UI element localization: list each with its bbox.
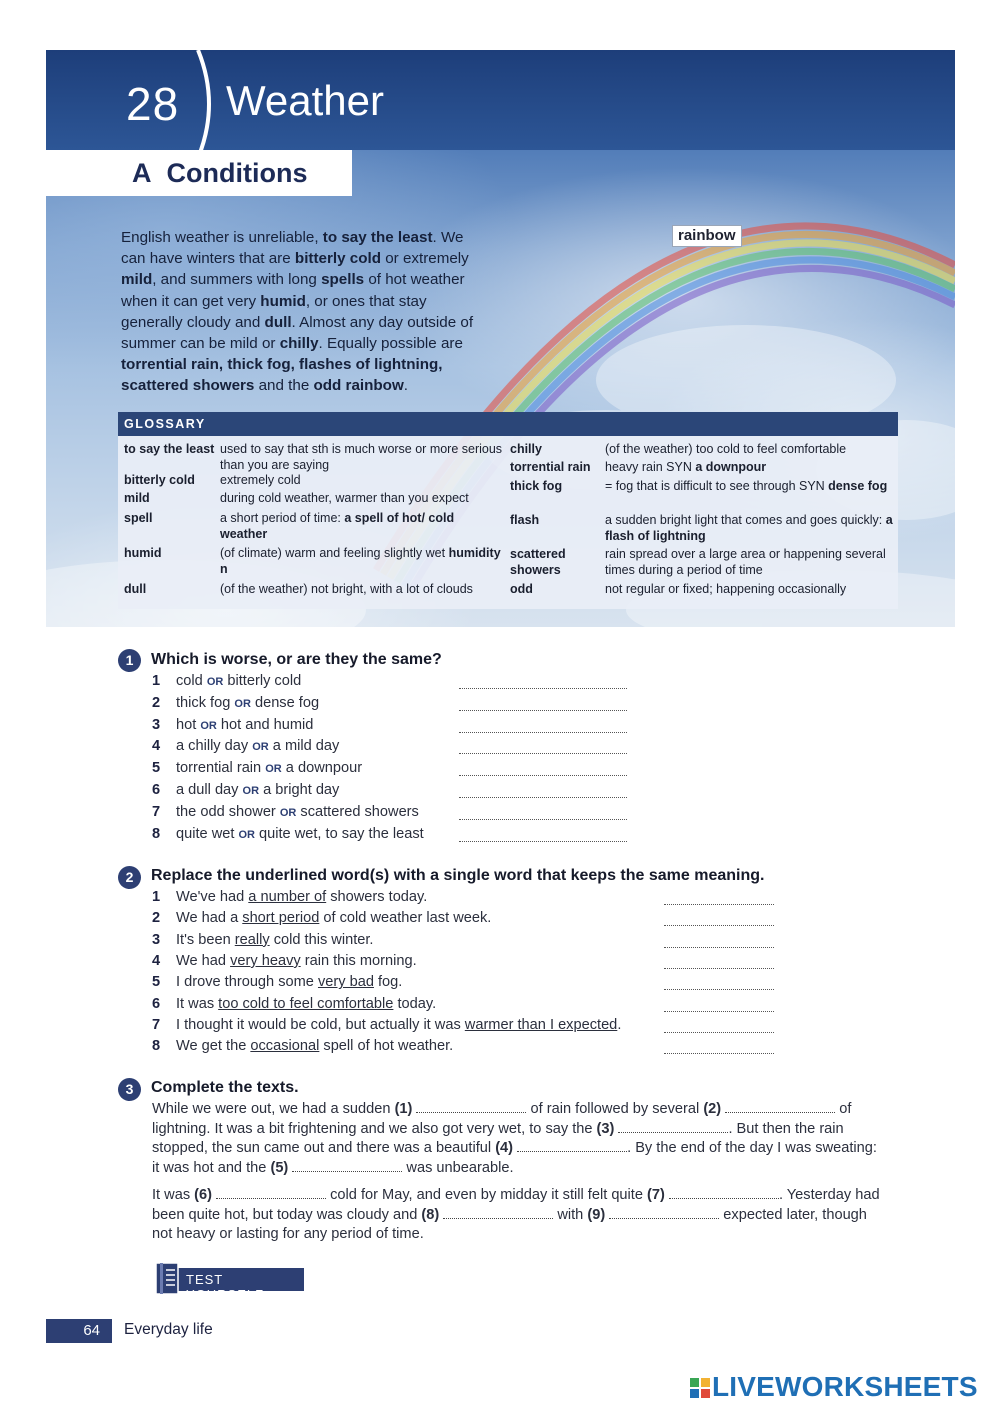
glossary-term: spell — [124, 511, 153, 525]
item-number: 3 — [152, 716, 161, 733]
glossary-definition — [605, 513, 895, 544]
definition-example: humidity n — [220, 546, 501, 576]
option-b: a bright day — [259, 782, 340, 798]
exercise-1-answer-input[interactable] — [459, 775, 627, 776]
option-b: scattered showers — [296, 803, 419, 820]
gap-3-input[interactable] — [618, 1121, 728, 1133]
chapter-bracket — [194, 50, 222, 158]
glossary-term: bitterly cold — [124, 473, 195, 487]
liveworksheets-icon — [690, 1378, 710, 1398]
gap-label: (4) — [495, 1140, 514, 1156]
intro-text-run: English weather is unreliable, — [121, 229, 323, 246]
section-title — [132, 158, 308, 189]
definition-text: heavy rain SYN — [605, 460, 696, 474]
glossary-entry — [124, 442, 504, 473]
item-number: 5 — [152, 760, 161, 777]
definition-text: used to say that sth is much worse or more serious than you are saying — [220, 442, 503, 472]
gap-6-input[interactable] — [216, 1187, 326, 1199]
exercise-1-item — [152, 738, 339, 754]
glossary-entry — [124, 582, 504, 598]
exercise-2-answer-input[interactable] — [664, 968, 774, 969]
test-yourself-button[interactable] — [152, 1262, 304, 1302]
definition-text: rain spread over a large area or happening several times during a period of time — [605, 547, 886, 577]
exercise-2-answer-input[interactable] — [664, 925, 774, 926]
exercise-2-answer-input[interactable] — [664, 1011, 774, 1012]
text: not heavy or lasting for any period of time. — [152, 1226, 424, 1242]
intro-text-run: . Equally possible are — [318, 335, 463, 353]
sentence-end: cold this winter. — [269, 931, 374, 948]
section-letter: A — [132, 158, 152, 188]
option-b: dense fog — [250, 694, 320, 711]
gap-8-input[interactable] — [443, 1207, 553, 1219]
glossary-term: dull — [124, 582, 147, 596]
glossary-term: thick fog — [510, 479, 563, 493]
item-number: 1 — [152, 889, 161, 905]
gap-label: (7) — [647, 1187, 665, 1203]
underlined-phrase: warmer than I expected — [464, 1016, 618, 1033]
item-number: 8 — [152, 825, 161, 842]
glossary-definition — [605, 442, 895, 458]
item-number: 7 — [152, 1016, 161, 1033]
intro-keyword: chilly — [279, 335, 319, 353]
item-number: 6 — [152, 995, 161, 1012]
underlined-phrase: very bad — [317, 974, 374, 991]
glossary-definition — [220, 511, 504, 542]
exercise-3-paragraph-2 — [152, 1186, 912, 1245]
underlined-phrase: a number of — [248, 889, 327, 905]
exercise-1-title: Which is worse, or are they the same? — [151, 651, 442, 668]
or-word: OR — [242, 785, 260, 797]
section-heading — [46, 150, 352, 196]
exercise-1-item — [152, 782, 339, 798]
definition-text: a sudden bright light that comes and goes quickly: — [605, 513, 886, 527]
glossary-entry — [124, 511, 504, 542]
sentence-start: It was — [176, 995, 219, 1012]
text: . By the end of the day I was sweating: — [627, 1140, 877, 1156]
hero-panel — [46, 50, 955, 627]
underlined-phrase: really — [234, 931, 270, 948]
text: cold for May, and even by midday it still felt quite — [326, 1187, 648, 1203]
glossary-term: to say the least — [124, 442, 215, 456]
sentence-end: spell of hot weather. — [319, 1038, 454, 1055]
text: It was — [152, 1187, 195, 1203]
exercise-1-answer-input[interactable] — [459, 841, 627, 842]
gap-label: (1) — [394, 1101, 413, 1117]
intro-text-run: , and summers with long — [152, 271, 322, 289]
glossary-definition — [605, 460, 895, 476]
text: it was hot and the — [152, 1159, 271, 1176]
option-a: a chilly day — [176, 738, 253, 755]
exercise-1-badge: 1 — [118, 649, 141, 672]
sentence-end: rain this morning. — [300, 952, 417, 969]
exercise-2-title: Replace the underlined word(s) with a single word that keeps the same meaning. — [151, 867, 765, 884]
sentence-start: We had a — [176, 910, 243, 927]
option-b: bitterly cold — [223, 673, 302, 689]
sentence-start: It's been — [176, 931, 235, 948]
text: with — [553, 1206, 588, 1223]
glossary-entry — [510, 582, 895, 598]
intro-text-run: , or ones that stay generally cloudy and — [121, 292, 427, 331]
option-a: the odd shower — [176, 803, 280, 820]
chapter-banner — [46, 50, 955, 150]
gap-label: (6) — [194, 1187, 213, 1203]
text: . But then the rain — [728, 1120, 844, 1137]
item-number: 3 — [152, 931, 161, 948]
sentence-end: today. — [393, 995, 437, 1012]
glossary-heading: GLOSSARY — [118, 412, 898, 436]
intro-text-run: . We can have winters that are — [121, 229, 464, 268]
glossary-entry — [510, 513, 895, 544]
item-number: 5 — [152, 974, 161, 991]
glossary-definition — [220, 582, 504, 598]
exercise-2-item — [152, 1017, 621, 1033]
item-number: 4 — [152, 738, 161, 755]
glossary-entry — [124, 491, 504, 507]
exercise-2-answer-input[interactable] — [664, 1053, 774, 1054]
definition-text: (of the weather) not bright, with a lot of clouds — [220, 582, 473, 596]
exercise-2-item — [152, 910, 491, 926]
gap-2-input[interactable] — [725, 1101, 835, 1113]
glossary-term: humid — [124, 546, 162, 560]
glossary-definition — [220, 491, 504, 507]
text: was unbearable. — [402, 1159, 514, 1176]
gap-label: (2) — [703, 1101, 722, 1117]
item-number: 6 — [152, 782, 161, 798]
or-word: OR — [238, 828, 255, 841]
exercise-2-answer-input[interactable] — [664, 1032, 774, 1033]
glossary-definition — [605, 582, 895, 598]
definition-text: during cold weather, warmer than you expect — [220, 491, 469, 505]
exercise-2-badge: 2 — [118, 866, 141, 889]
option-b: a mild day — [268, 738, 340, 755]
glossary-definition — [605, 547, 895, 578]
or-word: OR — [200, 719, 217, 732]
exercise-1-item — [152, 673, 301, 689]
exercise-1-item — [152, 717, 313, 733]
exercise-1-item — [152, 804, 419, 820]
glossary-entry — [510, 479, 895, 495]
definition-example: a spell of hot/ cold weather — [220, 511, 455, 541]
definition-example: a flash of lightning — [605, 513, 893, 543]
glossary-term: mild — [124, 491, 150, 505]
definition-example: a downpour — [695, 460, 767, 474]
exercise-1-item — [152, 760, 362, 776]
footer-section-name: Everyday life — [124, 1321, 213, 1338]
exercise-1-answer-input[interactable] — [459, 732, 627, 733]
gap-7-input[interactable] — [669, 1187, 779, 1199]
intro-text-run: and the — [254, 377, 314, 395]
exercise-2-item — [152, 1038, 453, 1054]
glossary-entry — [510, 442, 895, 458]
glossary-term: flash — [510, 513, 540, 527]
or-word: OR — [206, 676, 224, 688]
or-word: OR — [252, 741, 269, 754]
underlined-phrase: too cold to feel comfortable — [218, 995, 394, 1012]
text: of rain followed by several — [526, 1101, 704, 1117]
item-number: 2 — [152, 910, 161, 927]
exercise-2-item — [152, 932, 373, 948]
or-word: OR — [265, 763, 282, 776]
exercise-3-paragraph-1 — [152, 1100, 912, 1178]
exercise-1-item — [152, 826, 424, 842]
test-yourself-label: TEST YOURSELF — [176, 1268, 304, 1291]
text: lightning. It was a bit frightening and we also got very wet, to say the — [152, 1120, 597, 1137]
definition-text: (of the weather) too cold to feel comfortable — [605, 442, 847, 456]
sentence-start: I thought it would be cold, but actually it was — [176, 1016, 465, 1033]
intro-keyword: humid — [260, 292, 306, 310]
gap-1-input[interactable] — [416, 1101, 526, 1113]
gap-5-input[interactable] — [292, 1160, 402, 1172]
exercise-1-answer-input[interactable] — [459, 710, 627, 711]
glossary-definition — [605, 479, 895, 495]
glossary-term: chilly — [510, 442, 542, 456]
gap-label: (3) — [596, 1120, 615, 1137]
text: stopped, the sun came out and there was a beautiful — [152, 1140, 496, 1156]
intro-keyword: odd rainbow — [313, 377, 404, 395]
intro-text-run: . Almost any day outside of summer can be mild or — [121, 313, 474, 353]
exercise-2-item — [152, 974, 402, 990]
glossary-entry — [510, 460, 895, 476]
underlined-phrase: occasional — [250, 1038, 320, 1055]
underlined-phrase: very heavy — [230, 952, 301, 969]
definition-text: a short period of time: — [220, 511, 345, 525]
exercise-1-answer-input[interactable] — [459, 819, 627, 820]
glossary-box — [118, 412, 898, 609]
chapter-number: 28 — [126, 78, 180, 130]
exercise-2-item — [152, 889, 427, 905]
exercise-1-answer-input[interactable] — [459, 753, 627, 754]
option-a: a dull day — [176, 782, 243, 798]
underlined-phrase: short period — [242, 910, 320, 927]
exercise-1-answer-input[interactable] — [459, 688, 627, 689]
exercise-3-badge: 3 — [118, 1078, 141, 1101]
sentence-end: . — [617, 1016, 622, 1033]
or-word: OR — [279, 806, 297, 819]
definition-text: not regular or fixed; happening occasionally — [605, 582, 847, 596]
text: expected later, though — [719, 1206, 867, 1223]
exercise-2-answer-input[interactable] — [664, 947, 774, 948]
item-number: 7 — [152, 803, 161, 820]
chapter-title: Weather — [226, 77, 384, 124]
intro-keyword: dull — [264, 313, 292, 331]
intro-keyword: mild — [121, 271, 153, 289]
option-a: torrential rain — [176, 760, 266, 777]
glossary-term: torrential rain — [510, 460, 591, 474]
liveworksheets-text: LIVEWORKSHEETS — [712, 1371, 978, 1402]
text: been quite hot, but today was cloudy and — [152, 1206, 422, 1223]
sentence-end: of cold weather last week. — [319, 910, 492, 927]
option-a: quite wet — [176, 825, 239, 842]
option-a: hot — [176, 716, 201, 733]
item-number: 1 — [152, 673, 161, 689]
gap-9-input[interactable] — [609, 1207, 719, 1219]
rainbow-label: rainbow — [672, 225, 742, 247]
gap-label: (5) — [270, 1159, 289, 1176]
intro-keyword: spells — [321, 271, 365, 289]
option-a: cold — [176, 673, 207, 689]
gap-label: (9) — [587, 1206, 606, 1223]
definition-text: extremely cold — [220, 473, 301, 487]
glossary-definition — [220, 546, 504, 577]
glossary-entry — [510, 547, 895, 578]
exercise-2-item — [152, 996, 436, 1012]
exercise-2-answer-input[interactable] — [664, 904, 774, 905]
item-number: 4 — [152, 952, 161, 969]
option-a: thick fog — [176, 694, 235, 711]
or-word: OR — [234, 697, 251, 710]
definition-example: dense fog — [828, 479, 888, 493]
intro-keyword: bitterly cold — [294, 250, 381, 268]
definition-text: = fog that is difficult to see through SYN — [605, 479, 829, 493]
glossary-definition — [220, 473, 504, 489]
notebook-icon — [152, 1262, 182, 1295]
gap-label: (8) — [421, 1206, 440, 1223]
page-number-box — [46, 1319, 112, 1343]
option-b: a downpour — [281, 760, 363, 777]
exercise-3-title: Complete the texts. — [151, 1079, 299, 1096]
text: While we were out, we had a sudden — [152, 1101, 395, 1117]
glossary-term: scattered showers — [510, 547, 566, 577]
sentence-end: showers today. — [326, 889, 428, 905]
intro-keyword: torrential rain, thick fog, flashes of lightning, scattered showers — [121, 356, 443, 395]
sentence-start: We've had — [176, 889, 249, 905]
intro-keyword: to say the least — [322, 229, 433, 246]
intro-text-run: . — [403, 377, 409, 395]
glossary-term: odd — [510, 582, 533, 596]
item-number: 2 — [152, 694, 161, 711]
text: . Yesterday had — [778, 1187, 880, 1203]
gap-4-input[interactable] — [517, 1140, 627, 1152]
exercise-1-answer-input[interactable] — [459, 797, 627, 798]
intro-text-run: of hot weather when it can get very — [121, 271, 465, 310]
glossary-entry — [124, 546, 504, 577]
item-number: 8 — [152, 1038, 161, 1055]
exercise-1-item — [152, 695, 319, 711]
sentence-start: I drove through some — [176, 974, 318, 991]
definition-text: (of climate) warm and feeling slightly wet — [220, 546, 449, 560]
exercise-2-answer-input[interactable] — [664, 989, 774, 990]
option-b: quite wet, to say the least — [254, 825, 424, 842]
exercise-2-item — [152, 953, 417, 969]
glossary-definition — [220, 442, 504, 473]
intro-text-run: or extremely — [381, 250, 469, 268]
page-number: 64 — [83, 1322, 100, 1339]
intro-paragraph — [121, 227, 491, 397]
sentence-end: fog. — [373, 974, 403, 991]
glossary-entry — [124, 473, 504, 489]
liveworksheets-logo[interactable] — [690, 1371, 990, 1404]
sentence-start: We get the — [176, 1038, 251, 1055]
text: of — [835, 1101, 852, 1117]
section-name: Conditions — [166, 158, 308, 188]
sentence-start: We had — [176, 952, 231, 969]
option-b: hot and humid — [216, 716, 314, 733]
